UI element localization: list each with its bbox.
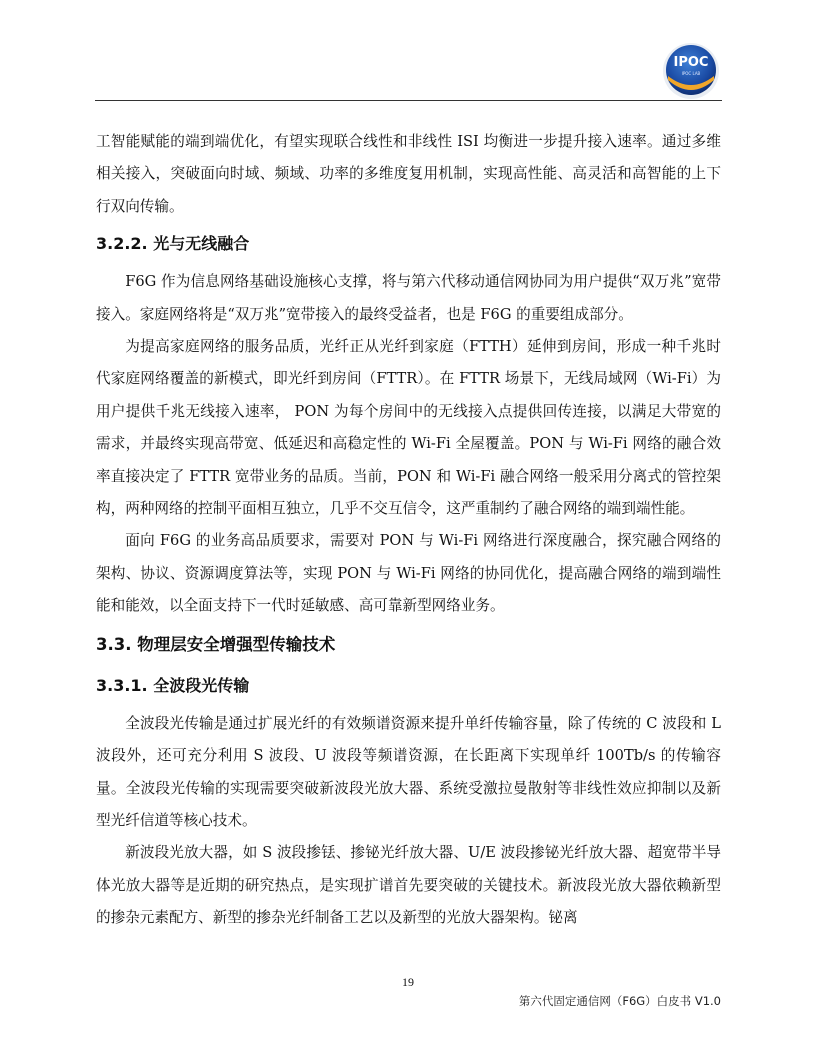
paragraph-amplifiers: 新波段光放大器，如 S 波段掺铥、掺铋光纤放大器、U/E 波段掺铋光纤放大器、超宽带半导体光放大器等是近期的研究热点，是实现扩谱首先要突破的关键技术。新波段光放大器依赖新型的掺杂元素配方、新型的掺杂光纤制备工艺以及新型的光放大器架构。铋离 xyxy=(96,844,721,927)
page-body xyxy=(96,126,721,935)
section-heading-3-3: 3.3. 物理层安全增强型传输技术 xyxy=(96,634,336,654)
section-heading-3-2-2: 3.2.2. 光与无线融合 xyxy=(96,234,250,254)
paragraph-full-band: 全波段光传输是通过扩展光纤的有效频谱资源来提升单纤传输容量，除了传统的 C 波段和 L 波段外，还可充分利用 S 波段、U 波段等频谱资源，在长距离下实现单纤 100Tb/s 的传输容量。全波段光传输的实现需要突破新波段光放大器、系统受激拉曼散射等非线性效应抑制以及新型光纤信道等核心技术。 xyxy=(96,714,721,829)
section-heading-3-3-1: 3.3.1. 全波段光传输 xyxy=(96,675,250,695)
footer-doc-title: 第六代固定通信网（F6G）白皮书 V1.0 xyxy=(518,994,721,1008)
paragraph-continuation: 工智能赋能的端到端优化，有望实现联合线性和非线性 ISI 均衡进一步提升接入速率。通过多维相关接入，突破面向时域、频域、功率的多维度复用机制，实现高性能、高灵活和高智能的上下行双向传输。 xyxy=(96,133,721,215)
paragraph-fttr: 为提高家庭网络的服务品质，光纤正从光纤到家庭（FTTH）延伸到房间，形成一种千兆时代家庭网络覆盖的新模式，即光纤到房间（FTTR）。在 FTTR 场景下，无线局域网（Wi-Fi）为用户提供千兆无线接入速率， PON 为每个房间中的无线接入点提供回传连接，以满足大带宽的需求，并最终实现高带宽、低延迟和高稳定性的 Wi-Fi 全屋覆盖。PON 与 Wi-Fi 网络的融合效率直接决定了 FTTR 宽带业务的品质。当前，PON 和 Wi-Fi 融合网络一般采用分离式的管控架构，两种网络的控制平面相互独立，几乎不交互信令，这严重制约了融合网络的端到端性能。 xyxy=(96,338,721,518)
logo-text: IPOC xyxy=(673,55,709,70)
page-number: 19 xyxy=(402,975,414,989)
header-divider xyxy=(95,100,722,101)
paragraph-pon-wifi: 面向 F6G 的业务高品质要求，需要对 PON 与 Wi-Fi 网络进行深度融合，探究融合网络的架构、协议、资源调度算法等，实现 PON 与 Wi-Fi 网络的协同优化，提高融合网络的端到端性能和能效，以全面支持下一代时延敏感、高可靠新型网络业务。 xyxy=(96,532,721,615)
ipoc-logo xyxy=(662,42,720,100)
paragraph-f6g-intro: F6G 作为信息网络基础设施核心支撑，将与第六代移动通信网协同为用户提供“双万兆”宽带接入。家庭网络将是“双万兆”宽带接入的最终受益者，也是 F6G 的重要组成部分。 xyxy=(96,273,721,323)
logo-subtext: IPOC LAB xyxy=(681,71,701,76)
